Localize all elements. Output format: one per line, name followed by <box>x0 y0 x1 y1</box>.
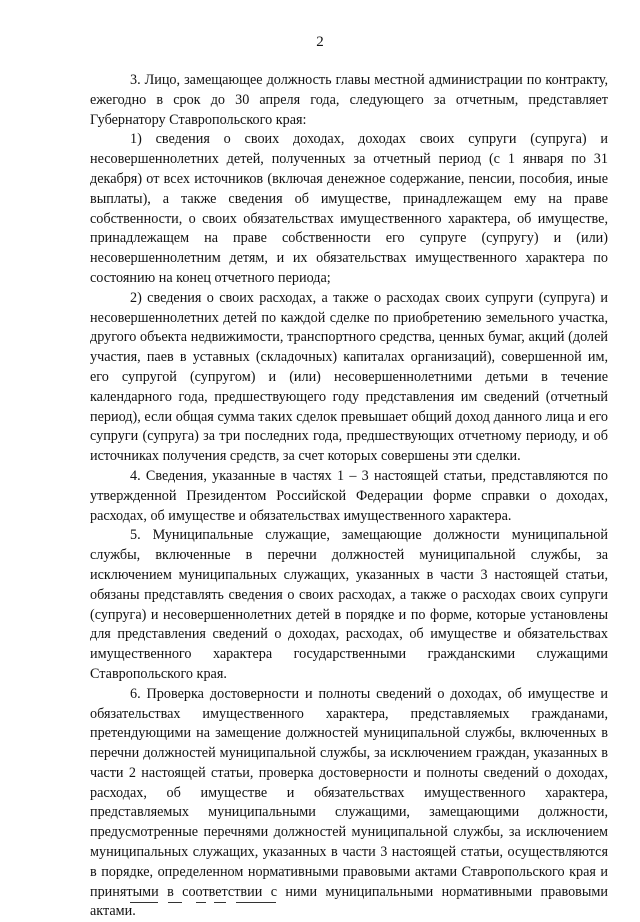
paragraph-part-5: 5. Муниципальные служащие, замещающие должности муниципальной службы, включенные в перечни должностей муниципальной службы, за исключением муниципальных служащих, указанных в части 3 настоящей статьи, обязаны представлять сведения о своих расходах, а также о расходах своих супруги (супруга) и несовершеннолетних детей в порядке и по форме, которые установлены для представления сведений о доходах, расходах, об имуществе и обязательствах имущественного характера государственными гражданскими служащими Ставропольского края. <box>90 527 608 682</box>
document-body <box>90 71 608 922</box>
scan-edge-marks <box>0 899 640 905</box>
paragraph-item-2: 2) сведения о своих расходах, а также о расходах своих супруги (супруга) и несовершеннолетних детей по каждой сделке по приобретению земельного участка, другого объекта недвижимости, транспортного средства, ценных бумаг, акций (долей участия, паев в уставных (складочных) капиталах организаций), совершенной им, его супругой (супругом) и (или) несовершеннолетними детьми в течение календарного года, предшествующего году представления им сведений (отчетный период), если общая сумма таких сделок превышает общий доход данного лица и его супруги (супруга) за три последних года, предшествующих отчетному периоду, и об источниках получения средств, за счет которых совершены эти сделки. <box>90 289 608 465</box>
paragraph-part-4: 4. Сведения, указанные в частях 1 – 3 настоящей статьи, представляются по утвержденной Президентом Российской Федерации форме справки о доходах, расходах, об имуществе и обязательствах имущественного характера. <box>90 467 608 524</box>
paragraph-part-6: 6. Проверка достоверности и полноты сведений о доходах, об имуществе и обязательствах имущественного характера, представляемых гражданами, претендующими на замещение должностей муниципальной службы, включенных в перечни должностей муниципальной службы, за исключением граждан, указанных в части 2 настоящей статьи, проверка достоверности и полноты сведений о доходах, расходах, об имуществе и обязательствах имущественного характера, представляемых муниципальными служащими, замещающими должности, предусмотренные перечнями должностей муниципальной службы, за исключением муниципальных служащих, указанных в части 3 настоящей статьи, осуществляются в порядке, определенном нормативными правовыми актами Ставропольского края и принятыми в соответствии с ними муниципальными нормативными правовыми актами. <box>90 685 608 920</box>
paragraph-item-1: 1) сведения о своих доходах, доходах своих супруги (супруга) и несовершеннолетних детей, полученных за отчетный период (с 1 января по 31 декабря) от всех источников (включая денежное содержание, пенсии, пособия, иные выплаты), а также сведения об имуществе, принадлежащем ему на праве собственности, о своих обязательствах имущественного характера, об имуществе, принадлежащем на праве собственности его супруге (супругу) и (или) несовершеннолетним детям, и их обязательствах имущественного характера по состоянию на конец отчетного периода; <box>90 131 608 286</box>
page-number: 2 <box>316 34 324 50</box>
paragraph-part-3: 3. Лицо, замещающее должность главы местной администрации по контракту, ежегодно в срок до 30 апреля года, следующего за отчетным, представляет Губернатору Ставропольского края: <box>90 72 608 128</box>
